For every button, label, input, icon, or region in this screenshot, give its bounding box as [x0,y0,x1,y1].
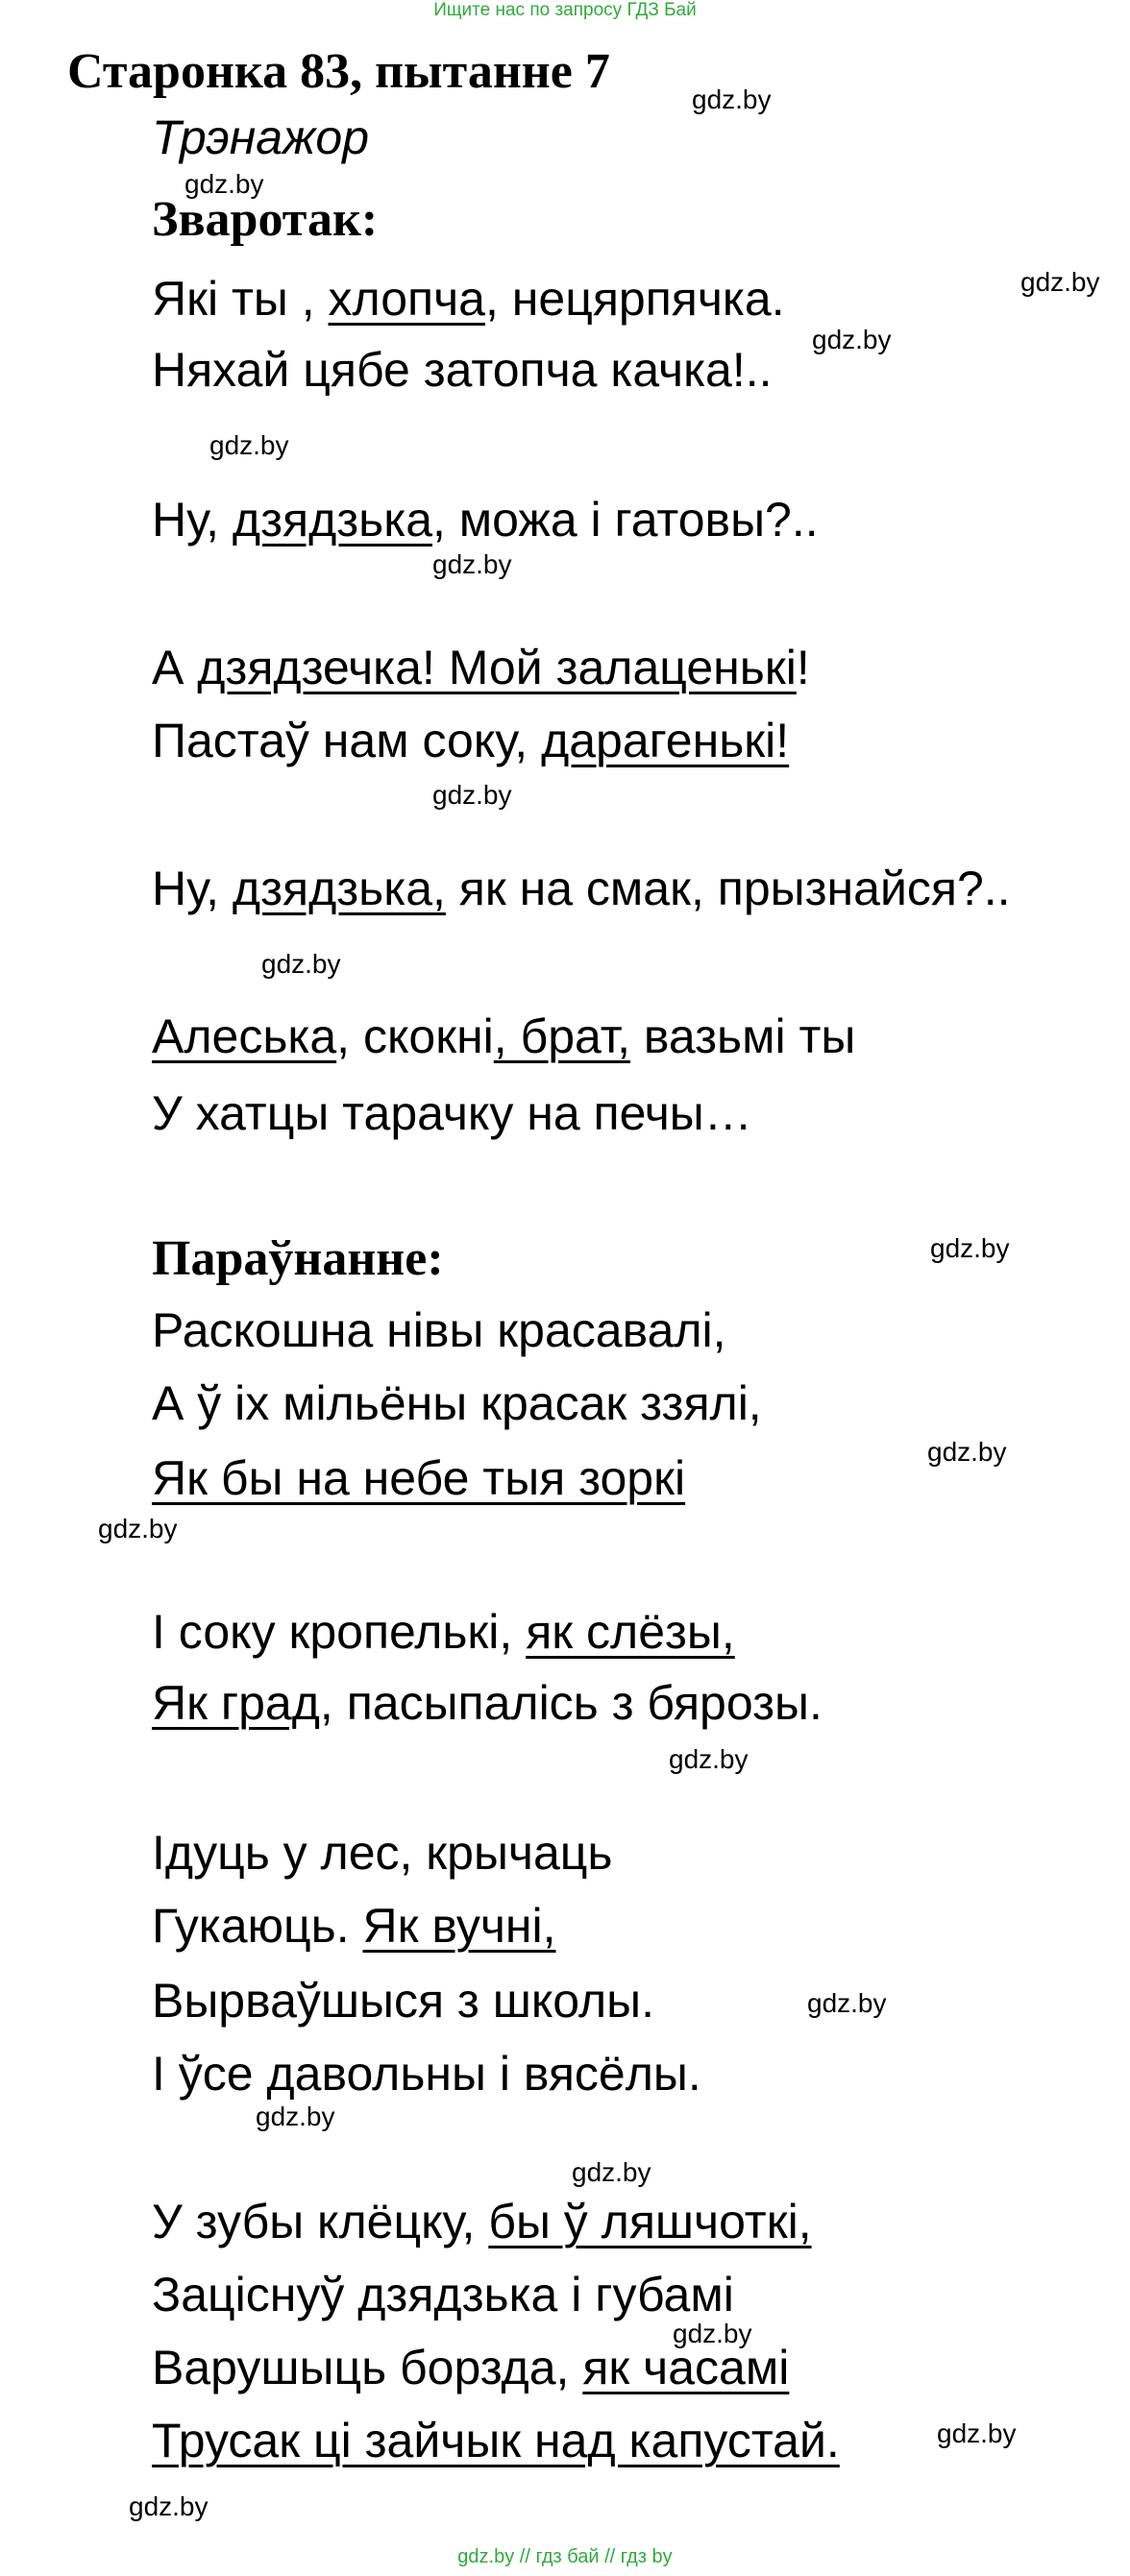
underlined-text: Як град [152,1676,320,1730]
text: Заціснуў дзядзька і губамі [152,2268,734,2321]
poem-line [152,636,810,699]
watermark: gdz.by [812,325,892,354]
text: Ідуць у лес, крычаць [152,1826,613,1880]
poem-line [152,1821,612,1884]
page-title: Старонка 83, пытанне 7 [67,44,610,99]
watermark: gdz.by [129,2491,209,2521]
watermark: gdz.by [256,2102,335,2131]
poem-line [152,1299,726,1362]
watermark: gdz.by [927,1437,1007,1467]
text: , нецярпячка. [484,272,785,326]
watermark: gdz.by [209,430,289,460]
underlined-text: дзядзечка! Мой залаценькі [197,641,797,694]
underlined-text: Трусак ці зайчык над капустай. [152,2414,840,2467]
text: Гукаюць. [152,1899,363,1953]
underlined-text: як часамі [582,2341,790,2394]
text: І соку кропелькі, [152,1605,527,1659]
underlined-text: дзядзька, [232,862,446,915]
watermark: gdz.by [432,549,512,579]
underlined-text: Як бы на небе тыя зоркі [152,1451,686,1505]
poem-line [152,709,789,772]
poem-line [152,2042,701,2105]
underlined-text: дзядзька [232,493,432,547]
poem-line [152,1005,855,1068]
top-banner[interactable]: Ищите нас по запросу ГДЗ Бай [433,0,697,20]
text: Раскошна нівы красавалі, [152,1303,726,1357]
poem-line [152,1894,556,1957]
watermark: gdz.by [432,780,512,810]
poem-line [152,488,819,551]
subtitle: Трэнажор [152,110,370,164]
watermark: gdz.by [261,949,341,979]
text: ! [796,641,810,694]
text: Ну, [152,862,233,915]
poem-line [152,1372,762,1435]
text: Пастаў нам соку, [152,714,542,767]
poem-line [152,2263,734,2326]
text: Вырваўшыся з школы. [152,1974,654,2028]
poem-line [152,857,1011,920]
comparison-heading: Параўнанне: [152,1231,444,1286]
poem-line [152,2336,789,2399]
poem-line [152,1969,654,2032]
poem-line [152,2409,840,2472]
poem-line [152,338,773,401]
watermark: gdz.by [937,2418,1017,2448]
text: як на смак, прызнайся?.. [445,862,1011,915]
text: Ну, [152,493,233,547]
text: Няхай цябе затопча качка!.. [152,343,773,397]
poem-line [152,1081,752,1145]
footer: gdz.by // гдз бай // гдз by [457,2546,673,2567]
text: Які ты , [152,272,329,326]
poem-line [152,1671,823,1735]
poem-line [152,1600,735,1664]
text: , можа і гатовы?.. [432,493,819,547]
poem-line [152,267,785,330]
underlined-text: як слёзы, [526,1605,735,1659]
watermark: gdz.by [807,1988,887,2018]
watermark: gdz.by [930,1233,1010,1263]
text: , пасыпалісь з бярозы. [319,1676,823,1730]
underlined-text: Як вучні, [362,1899,556,1953]
underlined-text: хлопча [328,272,485,326]
text: , скокні [336,1009,494,1063]
text: вазьмі ты [629,1009,856,1063]
underlined-text: , брат, [493,1009,630,1063]
underlined-text: дарагенькі! [541,714,790,767]
text: А ў іх мільёны красак ззялі, [152,1376,762,1430]
watermark: gdz.by [692,85,772,114]
address-heading: Зваротак: [152,192,379,247]
text: Варушыць борзда, [152,2341,583,2394]
text: У зубы клёцку, [152,2195,489,2248]
underlined-text: Алеська [152,1009,337,1063]
watermark: gdz.by [669,1744,749,1774]
watermark: gdz.by [98,1514,178,1543]
text: У хатцы тарачку на печы… [152,1086,752,1140]
text: А [152,641,198,694]
watermark: gdz.by [673,2319,752,2348]
watermark: gdz.by [572,2157,651,2187]
underlined-text: бы ў ляшчоткі, [488,2195,812,2248]
text: І ўсе давольны і вясёлы. [152,2047,701,2101]
poem-line [152,2190,812,2253]
watermark: gdz.by [1020,267,1100,297]
watermark: gdz.by [184,169,264,199]
poem-line [152,1446,685,1510]
